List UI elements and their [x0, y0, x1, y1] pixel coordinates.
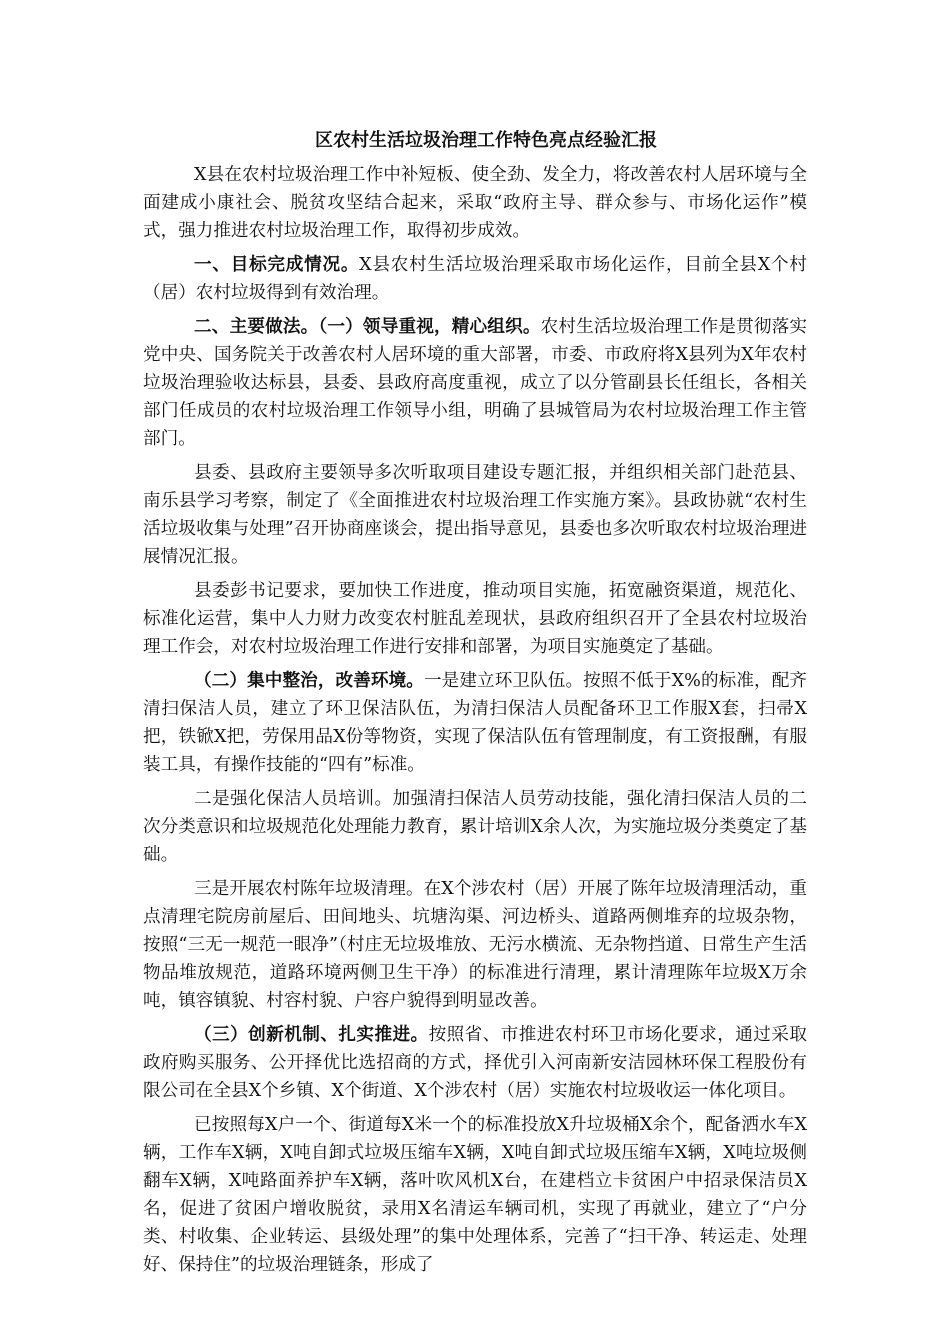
equipment-text: 已按照每X户一个、街道每X米一个的标准投放X升垃圾桶X余个，配备洒水车X辆，工作车X辆，X吨自卸式垃圾压缩车X辆，X吨自卸式垃圾压缩车X辆，X吨垃圾侧翻车X辆，X吨路面养护车X辆，落叶吹风机X台，在建档立卡贫困户中招录保洁员X名，促进了贫困户增收脱贫，录用X名清运车辆司机，实现了再就业，建立了“户分类、村收集、企业转运、县级处理”的集中处理体系，完善了“扫干净、转运走、处理好、保持住”的垃圾治理链条，形成了 [143, 1115, 807, 1275]
section2-heading: 二、主要做法。（一）领导重视，精心组织。 [194, 316, 541, 337]
document-body [143, 127, 807, 1285]
section2-text: 农村生活垃圾治理工作是贯彻落实党中央、国务院关于改善农村人居环境的重大部署，市委、市政府将X县列为X年农村垃圾治理验收达标县，县委、县政府高度重视，成立了以分管副县长任组长，各相关部门任成员的农村垃圾治理工作领导小组，明确了县城管局为农村垃圾治理工作主管部门。 [143, 317, 807, 449]
subsection2-paragraph [143, 667, 807, 779]
section1-text: X县农村生活垃圾治理采取市场化运作，目前全县X个村（居）农村垃圾得到有效治理。 [143, 255, 807, 303]
intro-text: X县在农村垃圾治理工作中补短板、使全劲、发全力，将改善农村人居环境与全面建成小康社会、脱贫攻坚结合起来，采取“政府主导、群众参与、市场化运作”模式，强力推进农村垃圾治理工作，取得初步成效。 [143, 165, 807, 241]
secretary-paragraph [143, 577, 807, 661]
subsection3-text: 按照省、市推进农村环卫市场化要求，通过采取政府购买服务、公开择优比选招商的方式，择优引入河南新安洁园林环保工程股份有限公司在全县X个乡镇、X个街道、X个涉农村（居）实施农村垃圾收运一体化项目。 [143, 1025, 807, 1101]
leaders-paragraph [143, 459, 807, 571]
cleanup-paragraph [143, 875, 807, 1015]
subsection3-paragraph [143, 1021, 807, 1105]
subsection3-heading: （三）创新机制、扎实推进。 [194, 1024, 429, 1045]
subsection2-text: 一是建立环卫队伍。按照不低于X%的标准，配齐清扫保洁人员，建立了环卫保洁队伍，为清扫保洁人员配备环卫工作服X套，扫帚X把，铁锨X把，劳保用品X份等物资，实现了保洁队伍有管理制度，有工资报酬，有服装工具，有操作技能的“四有”标准。 [143, 671, 807, 775]
cleanup-text: 三是开展农村陈年垃圾清理。在X个涉农村（居）开展了陈年垃圾清理活动，重点清理宅院房前屋后、田间地头、坑塘沟渠、河边桥头、道路两侧堆弃的垃圾杂物，按照“三无一规范一眼净”（村庄无垃圾堆放、无污水横流、无杂物挡道、日常生产生活物品堆放规范，道路环境两侧卫生干净）的标准进行清理，累计清理陈年垃圾X万余吨，镇容镇貌、村容村貌、户容户貌得到明显改善。 [143, 879, 807, 1011]
intro-paragraph [143, 161, 807, 245]
training-paragraph [143, 785, 807, 869]
subsection2-heading: （二）集中整治，改善环境。 [194, 670, 424, 691]
section1-paragraph [143, 251, 807, 307]
document-title: 区农村生活垃圾治理工作特色亮点经验汇报 [315, 130, 657, 151]
leaders-text: 县委、县政府主要领导多次听取项目建设专题汇报，并组织相关部门赴范县、南乐县学习考察，制定了《全面推进农村垃圾治理工作实施方案》。县政协就“农村生活垃圾收集与处理”召开协商座谈会，提出指导意见，县委也多次听取农村垃圾治理进展情况汇报。 [143, 463, 807, 567]
secretary-text: 县委彭书记要求，要加快工作进度，推动项目实施，拓宽融资渠道，规范化、标准化运营，集中人力财力改变农村脏乱差现状，县政府组织召开了全县农村垃圾治理工作会，对农村垃圾治理工作进行安排和部署，为项目实施奠定了基础。 [143, 581, 807, 657]
equipment-paragraph [143, 1111, 807, 1279]
section2-paragraph [143, 313, 807, 453]
section1-heading: 一、目标完成情况。 [194, 254, 360, 275]
training-text: 二是强化保洁人员培训。加强清扫保洁人员劳动技能，强化清扫保洁人员的二次分类意识和垃圾规范化处理能力教育，累计培训X余人次，为实施垃圾分类奠定了基础。 [143, 789, 807, 865]
